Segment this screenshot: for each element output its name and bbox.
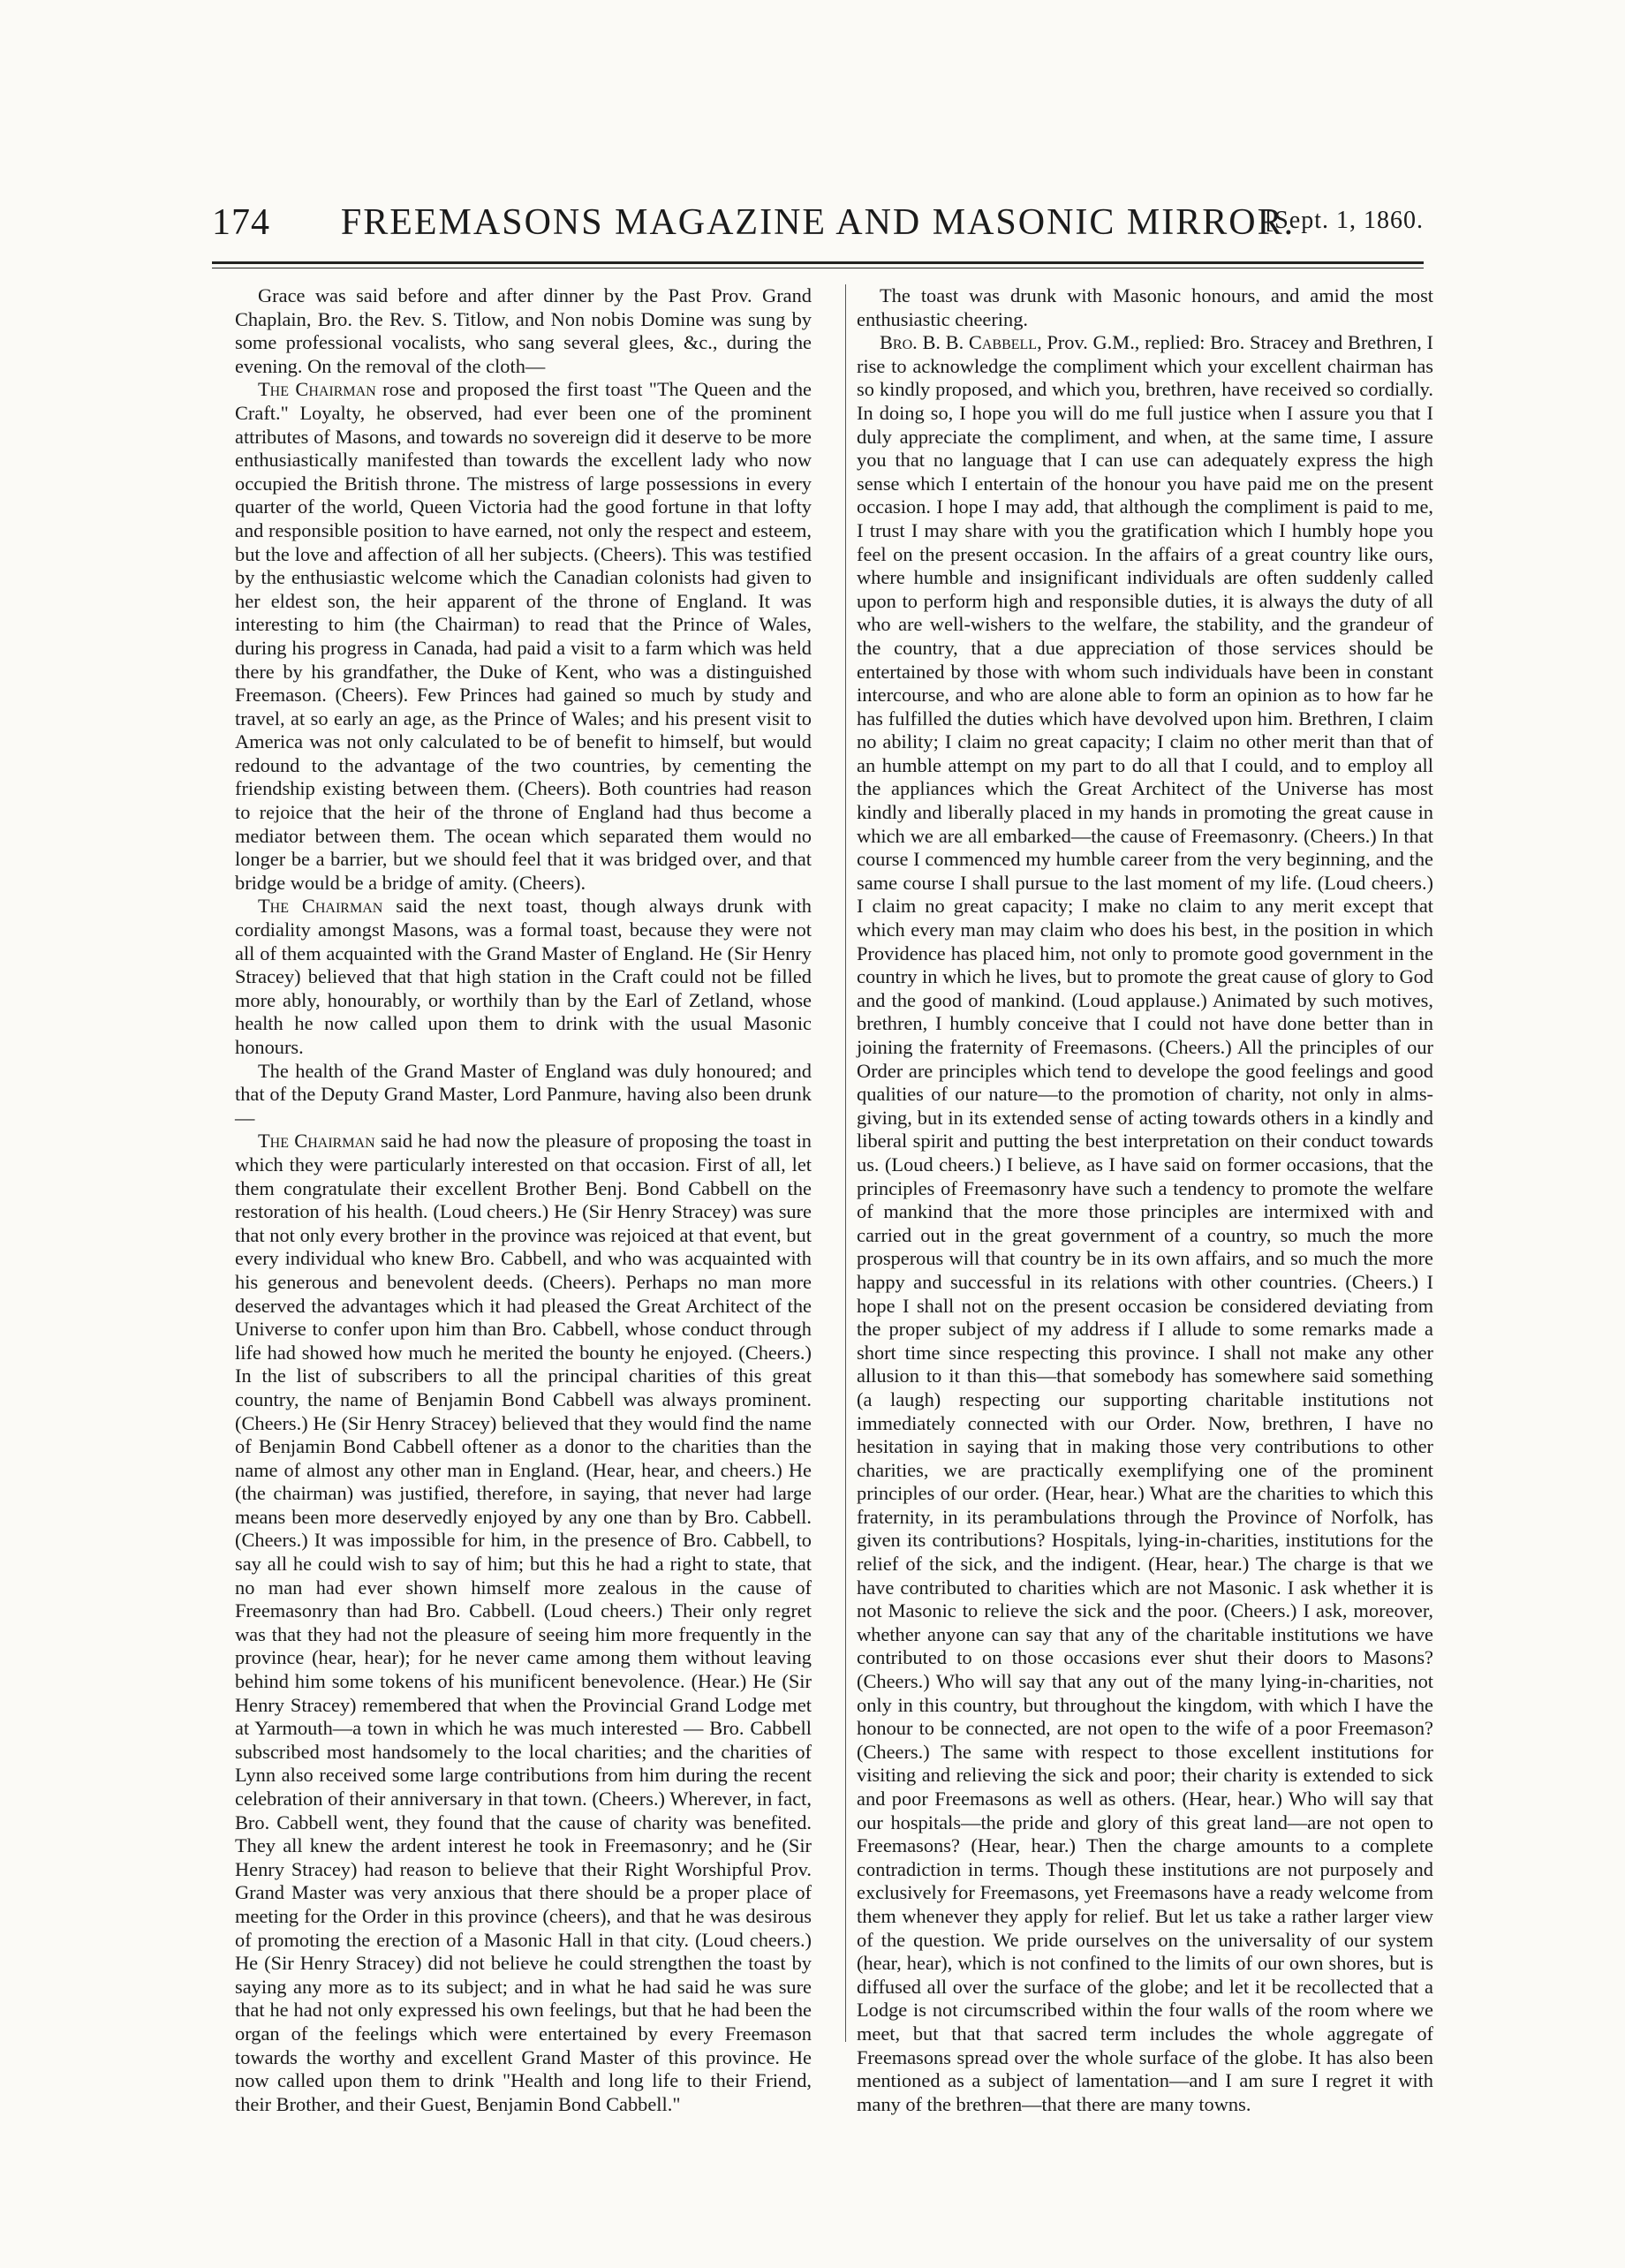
- paragraph-text: Grace was said before and after dinner by the Past Prov. Grand Chaplain, Bro. the Rev. S. Titlow, and Non nobis Domine was sung by some professional vocalists, who sang several glees, &c., during the evening. On the removal of the cloth—: [235, 284, 812, 377]
- article-paragraph: [235, 378, 812, 895]
- paragraph-text: , Prov. G.M., replied: Bro. Stracey and Brethren, I rise to acknowledge the compliment which your excellent chairman has so kindly proposed, and which you, brethren, have received so cordially. In doing so, I hope you will do me full justice when I assure you that I duly appreciate the compliment, and when, at the same time, I assure you that no language that I can use can adequately express the high sense which I entertain of the honour you have paid me on the present occasion. I hope I may add, that although the compliment is paid to me, I trust I may share with you the gratification which I humbly hope you feel on the present occasion. In the affairs of a great country like ours, where humble and insignificant individuals are often suddenly called upon to perform high and responsible duties, it is always the duty of all who are well-wishers to the welfare, the stability, and the grandeur of the country, that a due appreciation of those services should be entertained by those with whom such individuals have been in constant intercourse, and who are alone able to form an opinion as to how far he has fulfilled the duties which have devolved upon him. Brethren, I claim no ability; I claim no great capacity; I claim no other merit than that of an humble attempt on my part to do all that I could, and to employ all the appliances which the Great Architect of the Universe has most kindly and liberally placed in my hands in promoting the great cause in which we are all embarked—the cause of Freemasonry. (Cheers.) In that course I commenced my humble career from the very beginning, and the same course I shall pursue to the last moment of my life. (Loud cheers.) I claim no great capacity; I make no claim to any merit except that which every man may claim who does his best, in the position in which Providence has placed him, not only to promote good government in the country in which he lives, but to promote the great cause of glory to God and the good of mankind. (Loud applause.) Animated by such motives, brethren, I humbly conceive that I could not have done better than in joining the fraternity of Freemasons. (Cheers.) All the principles of our Order are principles which tend to develope the good feelings and good qualities of our nature—to the promotion of charity, not only in alms-giving, but in its extended sense of acting towards others in a kindly and liberal spirit and putting the best interpretation on their conduct towards us. (Loud cheers.) I believe, as I have said on former occasions, that the principles of Freemasonry have such a tendency to promote the welfare of mankind that the more those principles are intermixed with and carried out in the great government of a country, so much the more prosperous will that country be in its own affairs, and so much the more happy and successful in its relations with other countries. (Cheers.) I hope I shall not on the present occasion be considered deviating from the proper subject of my address if I allude to some remarks made a short time since respecting this province. I shall not make any other allusion to it than this—that somebody has somewhere said something (a laugh) respecting our supporting charitable institutions not immediately connected with our Order. Now, brethren, I have no hesitation in saying that in making those very contributions to other charities, we are practically exemplifying one of the prominent principles of our order. (Hear, hear.) What are the charities to which this fraternity, in its perambulations through the Province of Norfolk, has given its contributions? Hospitals, lying-in-charities, institutions for the relief of the sick, and the indigent. (Hear, hear.) The charge is that we have contributed to charities which are not Masonic. I ask whether it is not Masonic to relieve the sick and the poor. (Cheers.) I ask, moreover, whether anyone can say that any of the charitable institutions we have contributed to on those occasions ever shut their doors to Masons? (Cheers.) Who will say that any out of the many lying-in-charities, not only in this country, but throughout the kingdom, with which I have the honour to be connected, are not open to the wife of a poor Freemason? (Cheers.) The same with respect to those excellent institutions for visiting and relieving the sick and poor; their charity is extended to sick and poor Freemasons as well as others. (Hear, hear.) Who will say that our hospitals—the pride and glory of this great land—are not open to Freemasons? (Hear, hear.) Then the charge amounts to a complete contradiction in terms. Though these institutions are not purposely and exclusively for Freemasons, yet Freemasons have a ready welcome from them whenever they apply for relief. But let us take a rather larger view of the question. We pride ourselves on the universality of our system (hear, hear), which is not confined to the limits of our own shores, but is diffused all over the surface of the globe; and let it be recollected that a Lodge is not circumscribed within the four walls of the room where we meet, but that that sacred term includes the whole aggregate of Freemasons spread over the whole surface of the globe. It has also been mentioned as a subject of lamentation—and I am sure I regret it with many of the brethren—that there are many towns.: [857, 331, 1433, 2115]
- article-paragraph: [235, 1060, 812, 1130]
- article-paragraph: [235, 1130, 812, 2116]
- article-paragraph: [857, 284, 1433, 331]
- page-header: [212, 201, 1424, 254]
- speaker-name: The Chairman: [258, 1130, 375, 1153]
- column-divider: [845, 284, 846, 2042]
- speaker-name: The Chairman: [258, 895, 383, 918]
- article-paragraph: [235, 895, 812, 1059]
- masthead-title: FREEMASONS MAGAZINE AND MASONIC MIRROR.: [340, 202, 1296, 243]
- speaker-name: The Chairman: [258, 378, 376, 401]
- speaker-name: Bro. B. B. Cabbell: [880, 331, 1038, 354]
- page-number: 174: [212, 202, 270, 243]
- paragraph-text: said he had now the pleasure of proposing the toast in which they were particularly interested on that occasion. First of all, let them congratulate their excellent Brother Benj. Bond Cabbell on the restoration of his health. (Loud cheers.) He (Sir Henry Stracey) was sure that not only every brother in the province was rejoiced at that event, but every individual who knew Bro. Cabbell, and who was acquainted with his generous and benevolent deeds. (Cheers). Perhaps no man more deserved the advantages which it had pleased the Great Architect of the Universe to confer upon him than Bro. Cabbell, whose conduct through life had showed how much he merited the bounty he enjoyed. (Cheers.) In the list of subscribers to all the principal charities of this great country, the name of Benjamin Bond Cabbell was always prominent. (Cheers.) He (Sir Henry Stracey) believed that they would find the name of Benjamin Bond Cabbell oftener as a donor to the charities than the name of almost any other man in England. (Hear, hear, and cheers.) He (the chairman) was justified, therefore, in saying, that never had large means been more deservedly enjoyed by any one than by Bro. Cabbell. (Cheers.) It was impossible for him, in the presence of Bro. Cabbell, to say all he could wish to say of him; but this he had a right to state, that no man had ever shown himself more zealous in the cause of Freemasonry than had Bro. Cabbell. (Loud cheers.) Their only regret was that they had not the pleasure of seeing him more frequently in the province (hear, hear); for he never came among them without leaving behind him some tokens of his munificent benevolence. (Hear.) He (Sir Henry Stracey) remembered that when the Provincial Grand Lodge met at Yarmouth—a town in which he was much interested — Bro. Cabbell subscribed most handsomely to the local charities; and the charities of Lynn also received some large contributions from him during the recent celebration of their anniversary in that town. (Cheers.) Wherever, in fact, Bro. Cabbell went, they found that the cause of charity was benefited. They all knew the ardent interest he took in Freemasonry; and he (Sir Henry Stracey) had reason to believe that their Right Worshipful Prov. Grand Master was very anxious that there should be a proper place of meeting for the Order in this province (cheers), and that he was desirous of promoting the erection of a Masonic Hall in that city. (Loud cheers.) He (Sir Henry Stracey) did not believe he could strengthen the toast by saying any more as to its subject; and in what he had said he was sure that he had not only expressed his own feelings, but that he had been the organ of the feelings which were entertained by every Freemason towards the worthy and excellent Grand Master of this province. He now called upon them to drink "Health and long life to their Friend, their Brother, and their Guest, Benjamin Bond Cabbell.": [235, 1130, 812, 2115]
- article-paragraph: [857, 331, 1433, 2116]
- paragraph-text: rose and proposed the first toast "The Queen and the Craft." Loyalty, he observed, had ever been one of the prominent attributes of Masons, and towards no sovereign did it deserve to be more enthusiastically manifested than towards the excellent lady who now occupied the British throne. The mistress of large possessions in every quarter of the world, Queen Victoria had the good fortune in that lofty and responsible position to have earned, not only the respect and esteem, but the love and affection of all her subjects. (Cheers). This was testified by the enthusiastic welcome which the Canadian colonists had given to her eldest son, the heir apparent of the throne of England. It was interesting to him (the Chairman) to read that the Prince of Wales, during his progress in Canada, had paid a visit to a farm which was held there by his grandfather, the Duke of Kent, who was a distinguished Freemason. (Cheers). Few Princes had gained so much by study and travel, at so early an age, as the Prince of Wales; and his present visit to America was not only calculated to be of benefit to himself, but would redound to the advantage of the two countries, by cementing the friendship existing between them. (Cheers). Both countries had reason to rejoice that the heir of the throne of England had thus become a mediator between them. The ocean which separated them would no longer be a barrier, but we should feel that it was bridged over, and that bridge would be a bridge of amity. (Cheers).: [235, 378, 812, 894]
- issue-date: [Sept. 1, 1860.: [1265, 207, 1424, 234]
- right-column: [857, 284, 1433, 2115]
- header-rule: [212, 261, 1424, 264]
- article-paragraph: [235, 284, 812, 378]
- left-column: [235, 284, 812, 2115]
- paragraph-text: said the next toast, though always drunk with cordiality amongst Masons, was a formal toast, because they were not all of them acquainted with the Grand Master of England. He (Sir Henry Stracey) believed that that high station in the Craft could not be filled more ably, honourably, or worthily than by the Earl of Zetland, whose health he now called upon them to drink with the usual Masonic honours.: [235, 895, 812, 1058]
- paragraph-text: The health of the Grand Master of England was duly honoured; and that of the Deputy Grand Master, Lord Panmure, having also been drunk—: [235, 1059, 812, 1129]
- paragraph-text: The toast was drunk with Masonic honours, and amid the most enthusiastic cheering.: [857, 284, 1433, 330]
